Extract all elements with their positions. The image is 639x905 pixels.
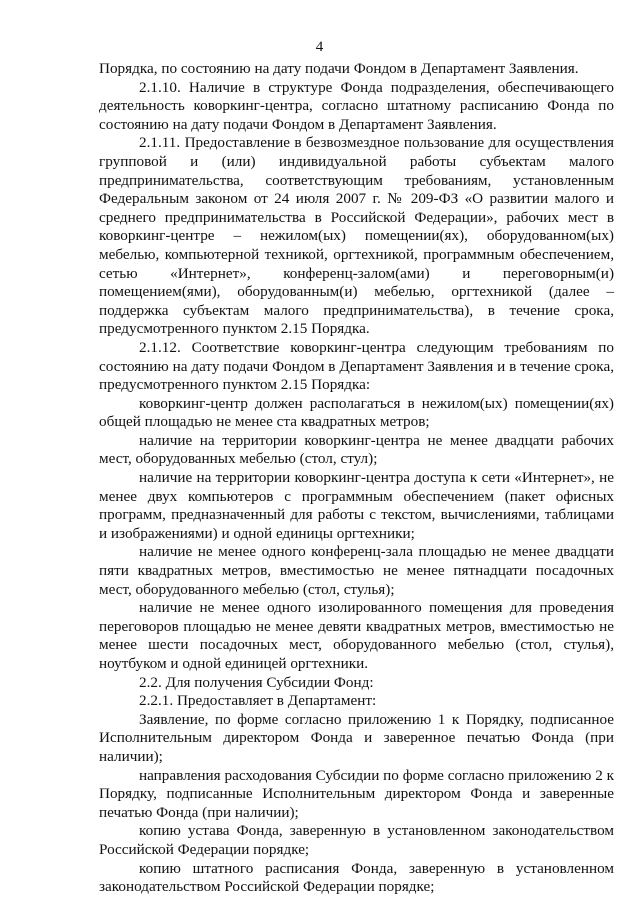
paragraph-2-1-11: 2.1.11. Предоставление в безвозмездное пользование для осуществления групповой и (или) индивидуальной работы субъектам малого предпринимательства, соответствующим требованиям, установленным Федеральным законом от 24 июля 2007 г. № 209-ФЗ «О развитии малого и среднего предпринимательства в Российской Федерации», рабочих мест в коворкинг-центре – нежилом(ых) помещении(ях), оборудованном(ых) мебелью, компьютерной техникой, оргтехникой, программным обеспечением, сетью «Интернет», конференц-залом(ами) и переговорным(и) помещением(ями), оборудованным(и) мебелью, оргтехникой (далее – поддержка субъектам малого предпринимательства), в течение срока, предусмотренного пунктом 2.15 Порядка. [99,134,614,338]
requirement-conference-hall: наличие не менее одного конференц-зала площадью не менее двадцати пяти квадратных метров, вместимостью не менее пятнадцати посадочных мест, оборудованного мебелью (стол, стулья); [99,543,614,598]
page-number: 4 [315,39,324,55]
requirement-area: коворкинг-центр должен располагаться в нежилом(ых) помещении(ях) общей площадью не менее ста квадратных метров; [99,394,614,431]
paragraph-2-1-10: 2.1.10. Наличие в структуре Фонда подразделения, обеспечивающего деятельность коворкинг-центра, согласно штатному расписанию Фонда по состоянию на дату подачи Фондом в Департамент Заявления. [99,78,614,133]
paragraph-continuation: Порядка, по состоянию на дату подачи Фондом в Департамент Заявления. [99,60,579,77]
list-item-application: Заявление, по форме согласно приложению 1 к Порядку, подписанное Исполнительным директором Фонда и заверенное печатью Фонда (при наличии); [99,710,614,765]
list-item-charter-copy: копию устава Фонда, заверенную в установленном законодательством Российской Федерации порядке; [99,822,614,858]
document-body [99,60,614,897]
requirement-internet: наличие на территории коворкинг-центра доступа к сети «Интернет», не менее двух компьютеров с программным обеспечением (пакет офисных программ, предназначенный для работы с текстом, вычислениями, таблицами и изображениями) и одной единицы оргтехники; [99,469,614,542]
list-item-staffing-copy: копию штатного расписания Фонда, заверенную в установленном законодательством Российской Федерации порядке; [99,859,614,896]
requirement-negotiation-room: наличие не менее одного изолированного помещения для проведения переговоров площадью не менее девяти квадратных метров, вместимостью не менее шести посадочных мест, оборудованного мебелью (стол, стулья), ноутбуком и одной единицей оргтехники. [99,599,614,672]
paragraph-2-1-12: 2.1.12. Соответствие коворкинг-центра следующим требованиям по состоянию на дату подачи Фондом в Департамент Заявления и в течение срока, предусмотренного пунктом 2.15 Порядка: [99,338,614,394]
list-item-expenditure-directions: направления расходования Субсидии по форме согласно приложению 2 к Порядку, подписанные Исполнительным директором Фонда и заверенные печатью Фонда (при наличии); [99,766,614,821]
paragraph-2-2: 2.2. Для получения Субсидии Фонд: [139,673,374,691]
requirement-workplaces: наличие на территории коворкинг-центра не менее двадцати рабочих мест, оборудованных мебелью (стол, стул); [99,431,614,468]
paragraph-2-2-1: 2.2.1. Предоставляет в Департамент: [139,692,377,710]
